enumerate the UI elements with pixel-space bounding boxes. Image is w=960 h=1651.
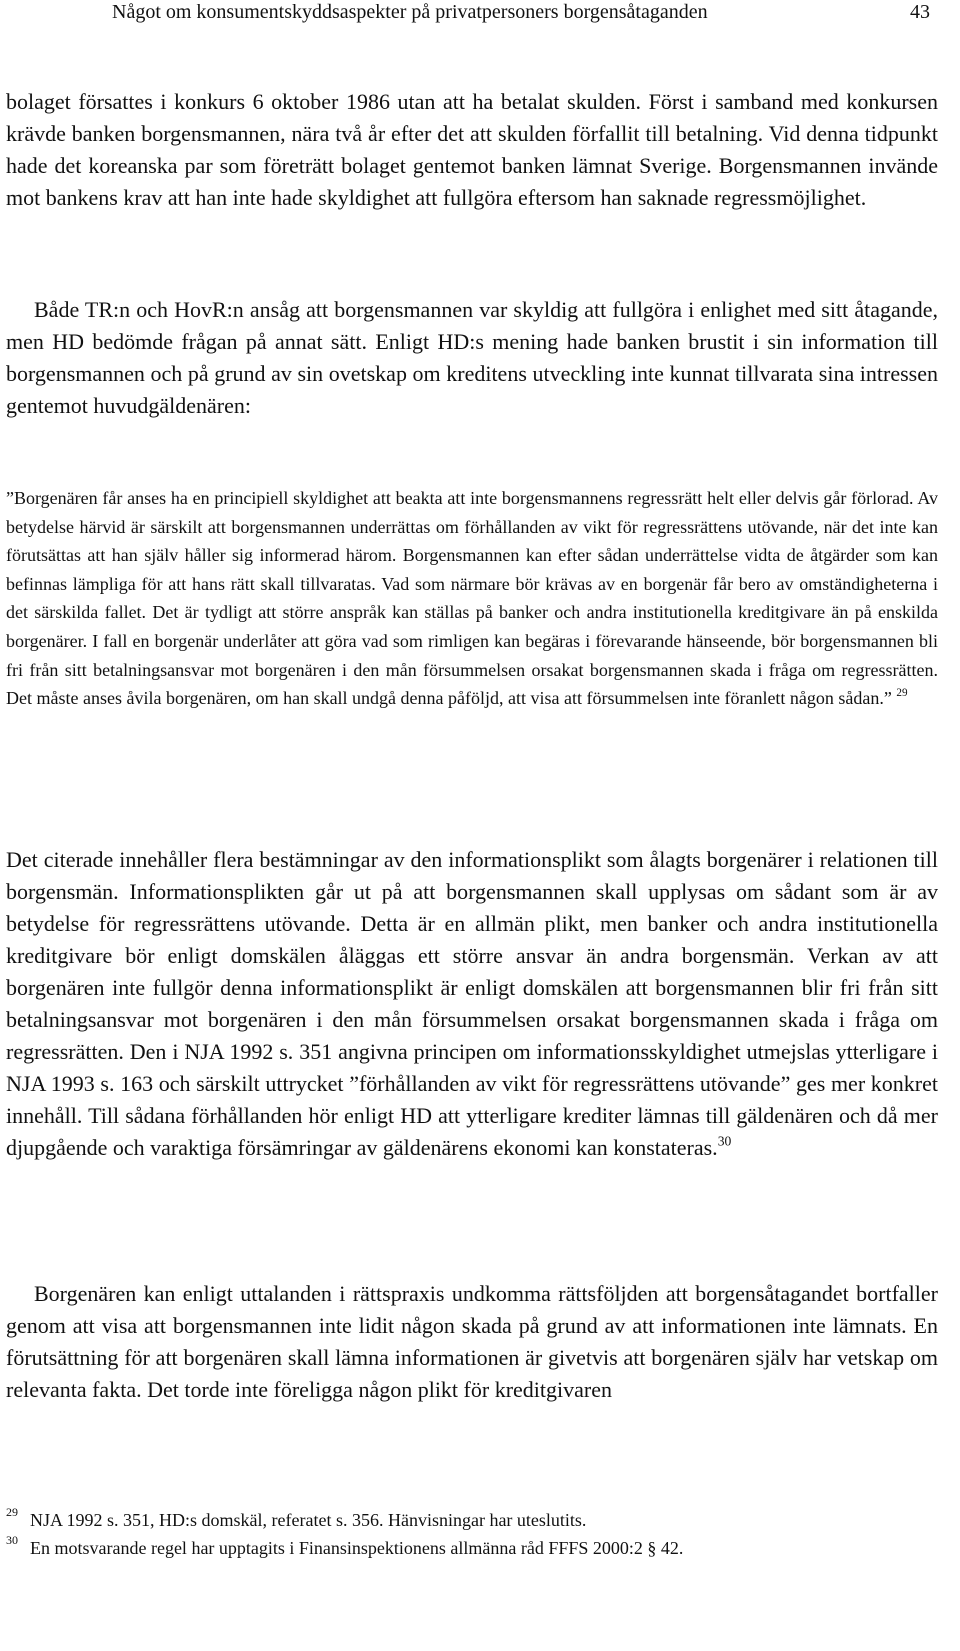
footnotes xyxy=(6,1506,938,1562)
footnote-29 xyxy=(6,1506,938,1534)
running-header xyxy=(0,0,960,40)
footnote-ref-29: 29 xyxy=(896,687,908,700)
paragraph-1: bolaget försattes i konkurs 6 oktober 1986 utan att ha betalat skulden. Först i samband med konkursen krävde banken borgensmannen, nära två år efter det att skulden förfallit till betalning. Vid denna tidpunkt hade det koreanska par som företrätt bolaget gentemot banken lämnat Sverige. Borgensmannen invände mot bankens krav att han inte hade skyldighet att fullgöra eftersom han saknade regressmöjlighet. xyxy=(6,89,938,210)
block-quote xyxy=(6,484,938,713)
page-number: 43 xyxy=(910,1,930,23)
paragraph-3-text: Det citerade innehåller flera bestämningar av den informationsplikt som ålagts borgenärer i relationen till borgensmän. Informationsplikten går ut på att borgensmannen skall upplysas om sådant som är av betydelse för regressrättens utövande. Detta är en allmän plikt, men banker och andra institutionella kreditgivare bör enligt domskälen åläggas ett större ansvar än andra borgensmän. Verkan av att borgenären inte fullgör denna informationsplikt är enligt domskälen att borgensmannen blir fri från sitt betalningsansvar mot borgenären i den mån försummelsen orsakat borgensmannen skada i fråga om regressrätten. Den i NJA 1992 s. 351 angivna principen om informationsskyldighet utmejslas ytterligare i NJA 1993 s. 163 och särskilt uttrycket ”förhållanden av vikt för regressrättens utövande” ges mer konkret innehåll. Till sådana förhållanden hör enligt HD att ytterligare krediter lämnas till gäldenären och då mer djupgående och varaktiga försämringar av gäldenärens ekonomi kan konstateras. xyxy=(6,847,938,1160)
paragraph-4: Borgenären kan enligt uttalanden i rättspraxis undkomma rättsföljden att borgensåtagandet bortfaller genom att visa att borgensmannen inte lidit någon skada på grund av att informationen inte lämnats. En förutsättning för att borgenären skall lämna informationen är givetvis att borgenären själv har vetskap om relevanta fakta. Det torde inte föreligga någon plikt för kreditgivaren xyxy=(6,1281,938,1402)
footnote-ref-30: 30 xyxy=(717,1133,732,1149)
footnote-text: NJA 1992 s. 351, HD:s domskäl, referatet s. 356. Hänvisningar har uteslutits. xyxy=(30,1510,587,1530)
paragraph-2: Både TR:n och HovR:n ansåg att borgensmannen var skyldig att fullgöra i enlighet med sitt åtagande, men HD bedömde frågan på annat sätt. Enligt HD:s mening hade banken brustit i sin information till borgensmannen och på grund av sin ovetskap om kreditens utveckling inte kunnat tillvarata sina intressen gentemot huvudgäldenären: xyxy=(6,297,938,418)
paragraph-3 xyxy=(6,844,938,1164)
running-title: Något om konsumentskyddsaspekter på privatpersoners borgensåtaganden xyxy=(112,1,708,23)
footnote-30 xyxy=(6,1534,938,1562)
footnote-text: En motsvarande regel har upptagits i Finansinspektionens allmänna råd FFFS 2000:2 § 42. xyxy=(30,1538,684,1558)
footnote-number: 30 xyxy=(6,1533,18,1547)
footnote-number: 29 xyxy=(6,1505,18,1519)
block-quote-text: ”Borgenären får anses ha en principiell skyldighet att beakta att inte borgensmannens regressrätt helt eller delvis går förlorad. Av betydelse härvid är särskilt att borgensmannen underrättas om förhållanden av vikt för regressrättens utövande, när det inte kan förutsättas att han själv håller sig informerad härom. Borgensmannen kan efter sådan underrättelse vidta de åtgärder som kan befinnas lämpliga för att hans rätt skall tillvaratas. Vad som närmare bör krävas av en borgenär får bero av omständigheterna i det särskilda fallet. Det är tydligt att större anspråk kan ställas på banker och andra institutionella kreditgivare än på enskilda borgenärer. I fall en borgenär underlåter att göra vad som rimligen kan begäras i förevarande hänseende, bör borgensmannen bli fri från sitt betalningsansvar mot borgenären i den mån försummelsen orsakat borgensmannen skada i fråga om regressrätten. Det måste anses åvila borgenären, om han skall undgå denna påföljd, att visa att försummelsen inte föranlett någon sådan.” xyxy=(6,488,938,709)
